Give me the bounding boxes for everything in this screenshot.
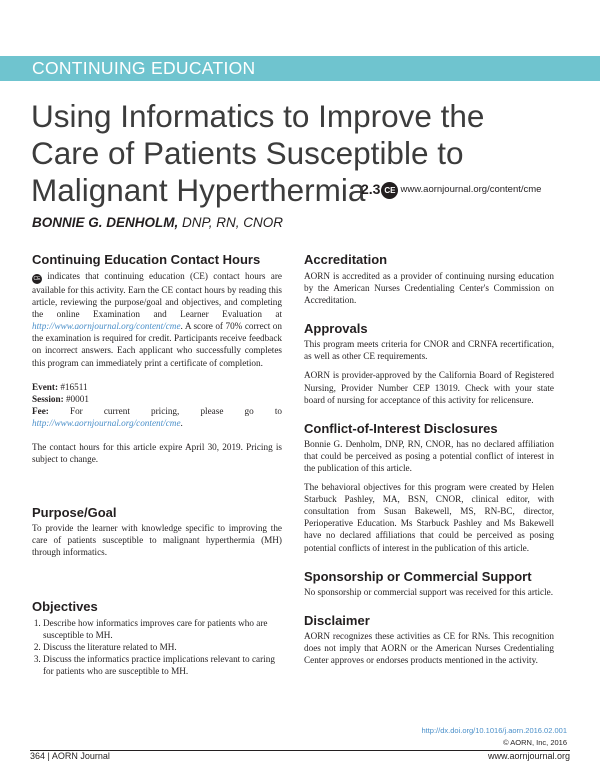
right-column bbox=[304, 252, 554, 666]
author-line bbox=[32, 215, 283, 230]
sponsorship-heading: Sponsorship or Commercial Support bbox=[304, 568, 532, 584]
purpose-heading: Purpose/Goal bbox=[32, 505, 117, 521]
fee-link[interactable]: http://www.aornjournal.org/content/cme bbox=[32, 417, 181, 428]
expiry-text: The contact hours for this article expire April 30, 2019. Pricing is subject to change. bbox=[32, 442, 282, 465]
footer-page-journal: 364 | AORN Journal bbox=[30, 751, 110, 761]
ce-inline-icon: CE bbox=[33, 276, 41, 282]
ce-credits bbox=[361, 180, 541, 199]
title-line-3: Malignant Hyperthermia bbox=[31, 172, 366, 208]
contact-hours-text: CE indicates that continuing education (CE) contact hours are available for this activity. Earn the CE contact hours by reading this article, reviewing the purpose/goal and objectives, and completing the online Examination and Learner Evaluation at http://www.aornjournal.org/content/cme. A score of 70% correct on the examination is required for credit. Participants receive feedback on incorrect answers. Each applicant who successfully completes this program can immediately print a certificate of completion. bbox=[32, 271, 282, 368]
approvals-text-1: This program meets criteria for CNOR and CRNFA recertification, as well as other CE requirements. bbox=[304, 339, 554, 362]
cme-url[interactable]: www.aornjournal.org/content/cme bbox=[400, 184, 542, 196]
accreditation-text: AORN is accredited as a provider of continuing nursing education by the American Nurses Credentialing Center's Commission on Accreditation. bbox=[304, 271, 554, 306]
objective-item: 3. Discuss the informatics practice implications relevant to caring for patients who are susceptible to MH. bbox=[43, 653, 282, 677]
author-name: BONNIE G. DENHOLM, bbox=[32, 215, 179, 230]
title-line-2: Care of Patients Susceptible to bbox=[31, 135, 464, 171]
title-line-1: Using Informatics to Improve the bbox=[31, 98, 485, 134]
approvals-heading: Approvals bbox=[304, 321, 368, 337]
session-line: Session: #0001 bbox=[32, 393, 89, 404]
accreditation-heading: Accreditation bbox=[304, 252, 388, 267]
section-banner: CONTINUING EDUCATION bbox=[32, 58, 256, 78]
ce-badge-icon: CE bbox=[381, 182, 398, 199]
conflict-heading: Conflict-of-Interest Disclosures bbox=[304, 420, 498, 436]
approvals-text-2: AORN is provider-approved by the California Board of Registered Nursing, Provider Number CEP 13019. Check with your state board of nursing for acceptance of this activity for relicensure. bbox=[304, 370, 554, 405]
objective-item: 1. Describe how informatics improves care for patients who are susceptible to MH. bbox=[43, 617, 282, 641]
disclaimer-text: AORN recognizes these activities as CE for RNs. This recognition does not imply that AORN or the American Nurses Credentialing Center approves or endorses products mentioned in the activity. bbox=[304, 630, 554, 665]
contact-hours-heading: Continuing Education Contact Hours bbox=[32, 252, 261, 267]
footer-website[interactable]: www.aornjournal.org bbox=[487, 751, 570, 761]
objectives-heading: Objectives bbox=[32, 598, 98, 614]
objectives-list bbox=[32, 617, 282, 677]
sponsorship-text: No sponsorship or commercial support was received for this article. bbox=[304, 586, 554, 597]
conflict-text-1: Bonnie G. Denholm, DNP, RN, CNOR, has no declared affiliation that could be perceived as posing a potential conflict of interest in the publication of this article. bbox=[304, 438, 554, 473]
doi-link[interactable]: http://dx.doi.org/10.1016/j.aorn.2016.02.001 bbox=[421, 726, 567, 735]
disclaimer-heading: Disclaimer bbox=[304, 612, 370, 628]
copyright: © AORN, Inc, 2016 bbox=[503, 738, 567, 747]
purpose-text: To provide the learner with knowledge specific to improving the care of patients susceptible to malignant hyperthermia (MH) through informatics. bbox=[32, 523, 282, 558]
author-credentials: DNP, RN, CNOR bbox=[182, 215, 284, 230]
left-column bbox=[32, 252, 282, 677]
doi-block bbox=[421, 725, 567, 749]
conflict-text-2: The behavioral objectives for this program were created by Helen Starbuck Pashley, MA, BSN, CNOR, clinical editor, with consultation from Susan Bakewell, MS, RN-BC, director, Perioperative Education. Ms Starbuck Pashley and Ms Bakewell have no declared affiliations that could be perceived as posing potential conflicts of interest in the publication of this article. bbox=[304, 482, 554, 553]
event-line: Event: #16511 bbox=[32, 381, 88, 392]
credit-hours: 2.3 bbox=[361, 181, 381, 197]
cme-link[interactable]: http://www.aornjournal.org/content/cme bbox=[32, 321, 181, 332]
objective-item: 2. Discuss the literature related to MH. bbox=[43, 641, 282, 653]
fee-line: Fee: For current pricing, please go to http://www.aornjournal.org/content/cme. bbox=[32, 405, 282, 428]
